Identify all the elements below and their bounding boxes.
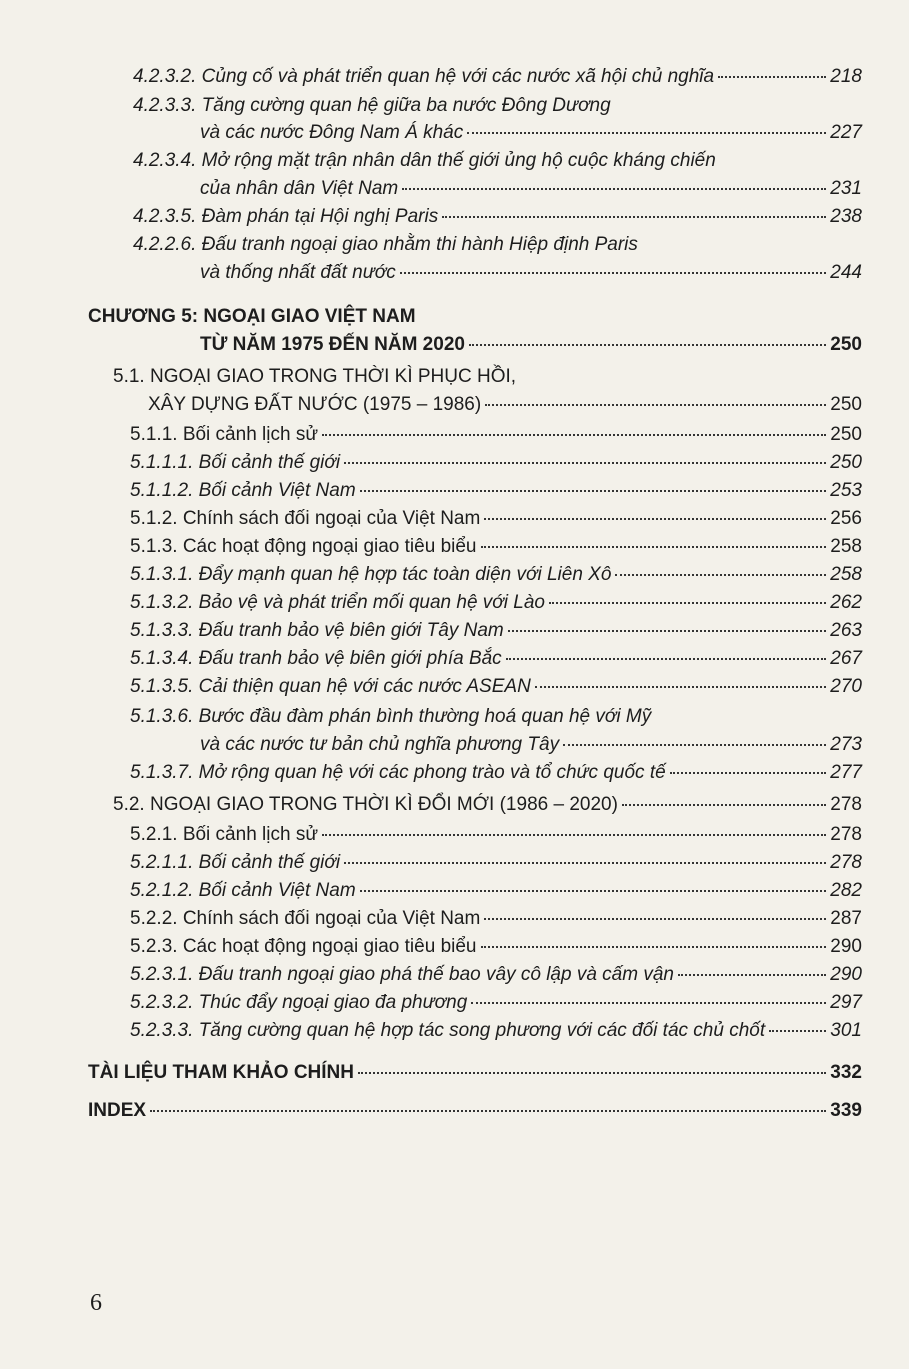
toc-entry [130,508,862,530]
toc-entry-title: 5.1.3.3. Đấu tranh bảo vệ biên giới Tây Nam [130,620,504,641]
dot-leader [508,630,827,632]
toc-entry [133,66,862,88]
toc-entry-title: 5.2.3.1. Đấu tranh ngoại giao phá thế bao vây cô lập và cấm vận [130,964,674,985]
toc-entry-line [133,234,862,256]
toc-entry-page: 250 [830,334,862,355]
toc-entry-title: của nhân dân Việt Nam [200,178,399,199]
toc-entry-page: 256 [830,508,862,529]
toc-entry [130,536,862,558]
dot-leader [484,918,826,920]
toc-entry-page: 273 [830,734,862,755]
toc-entry [130,620,862,642]
toc-entry-page: 258 [830,536,862,557]
toc-entry [130,424,862,446]
toc-entry [130,676,862,698]
toc-entry-title: 5.1.3.7. Mở rộng quan hệ với các phong trào và tổ chức quốc tế [130,762,666,783]
toc-entry-title: INDEX [88,1100,147,1121]
toc-entry [130,852,862,874]
dot-leader [481,946,827,948]
toc-entry-title: 5.1.3.2. Bảo vệ và phát triển mối quan hệ với Lào [130,592,545,613]
toc-entry-page: 332 [830,1062,862,1083]
dot-leader [485,404,826,406]
toc-entry-title: 5.1.3.1. Đẩy mạnh quan hệ hợp tác toàn diện với Liên Xô [130,564,612,585]
toc-entry-page: 301 [830,1020,862,1041]
dot-leader [506,658,827,660]
toc-entry-page: 262 [830,592,862,613]
toc-entry-title: 5.2.2. Chính sách đối ngoại của Việt Nam [130,908,481,929]
toc-entry-line [130,706,862,728]
toc-entry-title: 5.2.3. Các hoạt động ngoại giao tiêu biểu [130,936,477,957]
toc-entry [130,824,862,846]
toc-entry [200,334,862,356]
dot-leader [718,76,826,78]
dot-leader [360,490,827,492]
toc-entry-title: 5.1.1.2. Bối cảnh Việt Nam [130,480,356,501]
dot-leader [535,686,826,688]
toc-entry [130,452,862,474]
toc-entry-page: 267 [830,648,862,669]
toc-entry-title: và các nước tư bản chủ nghĩa phương Tây [200,734,560,755]
toc-entry-title: XÂY DỰNG ĐẤT NƯỚC (1975 – 1986) [148,394,482,415]
toc-entry-title: CHƯƠNG 5: NGOẠI GIAO VIỆT NAM [88,306,416,327]
toc-entry-page: 250 [830,424,862,445]
dot-leader [344,862,826,864]
toc-entry-page: 277 [830,762,862,783]
dot-leader [678,974,826,976]
toc-entry [113,794,862,816]
toc-entry [130,564,862,586]
dot-leader [360,890,827,892]
toc-entry-page: 278 [830,794,862,815]
toc-entry-title: 5.2.1.2. Bối cảnh Việt Nam [130,880,356,901]
toc-entry-line [133,95,862,117]
dot-leader [769,1030,826,1032]
toc-entry-line [88,306,862,328]
toc-entry-page: 227 [830,122,862,143]
dot-leader [563,744,826,746]
toc-entry-page: 263 [830,620,862,641]
toc-entry-title: 5.2.1. Bối cảnh lịch sử [130,824,319,845]
toc-entry-title: 5.2.3.3. Tăng cường quan hệ hợp tác song phương với các đối tác chủ chốt [130,1020,766,1041]
dot-leader [322,834,826,836]
toc-entry-title: 4.2.2.6. Đấu tranh ngoại giao nhằm thi hành Hiệp định Paris [133,234,638,255]
toc-entry [130,480,862,502]
toc-entry-title: 4.2.3.4. Mở rộng mặt trận nhân dân thế giới ủng hộ cuộc kháng chiến [133,150,716,171]
toc-entry-title: và các nước Đông Nam Á khác [200,122,464,143]
dot-leader [358,1072,826,1074]
toc-entry-line [133,150,862,172]
page-number: 6 [90,1290,102,1316]
dot-leader [484,518,826,520]
toc-entry-title: 4.2.3.5. Đàm phán tại Hội nghị Paris [133,206,439,227]
toc-entry-title: 5.2. NGOẠI GIAO TRONG THỜI KÌ ĐỔI MỚI (1986 – 2020) [113,794,618,815]
toc-entry-page: 250 [830,394,862,415]
toc-entry [200,734,862,756]
toc-entry-title: 5.1.3.5. Cải thiện quan hệ với các nước ASEAN [130,676,531,697]
toc-entry-page: 287 [830,908,862,929]
toc-entry [130,964,862,986]
toc-entry [133,206,862,228]
dot-leader [467,132,826,134]
dot-leader [670,772,827,774]
dot-leader [400,272,827,274]
dot-leader [344,462,826,464]
toc-entry [130,1020,862,1042]
toc-entry-page: 297 [830,992,862,1013]
toc-entry-title: 5.1.3.6. Bước đầu đàm phán bình thường hoá quan hệ với Mỹ [130,706,652,727]
toc-entry [130,908,862,930]
toc-entry-title: 5.1.1. Bối cảnh lịch sử [130,424,319,445]
toc-entry-title: 5.2.3.2. Thúc đẩy ngoại giao đa phương [130,992,468,1013]
toc-entry-page: 270 [830,676,862,697]
toc-entry-title: và thống nhất đất nước [200,262,396,283]
toc-entry-page: 250 [830,452,862,473]
dot-leader [622,804,826,806]
dot-leader [471,1002,826,1004]
toc-entry-title: 5.1. NGOẠI GIAO TRONG THỜI KÌ PHỤC HỒI, [113,366,517,387]
toc-entry-title: TỪ NĂM 1975 ĐẾN NĂM 2020 [200,334,465,355]
toc-entry [130,992,862,1014]
toc-entry [148,394,862,416]
toc-entry-page: 278 [830,852,862,873]
toc-entry [130,762,862,784]
toc-entry [130,648,862,670]
dot-leader [322,434,826,436]
toc-entry-page: 238 [830,206,862,227]
toc-entry-line [113,366,862,388]
toc-entry-page: 258 [830,564,862,585]
dot-leader [442,216,826,218]
dot-leader [549,602,826,604]
toc-entry [200,178,862,200]
dot-leader [402,188,826,190]
toc-entry [130,936,862,958]
toc-entry-title: 4.2.3.3. Tăng cường quan hệ giữa ba nước Đông Dương [133,95,611,116]
dot-leader [615,574,826,576]
toc-entry [88,1062,862,1084]
toc-entry-page: 218 [830,66,862,87]
toc-entry-title: 4.2.3.2. Củng cố và phát triển quan hệ với các nước xã hội chủ nghĩa [133,66,715,87]
toc-entry-title: 5.1.3. Các hoạt động ngoại giao tiêu biểu [130,536,477,557]
dot-leader [469,344,826,346]
toc-entry [88,1100,862,1122]
toc-entry-page: 253 [830,480,862,501]
toc-entry-page: 244 [830,262,862,283]
dot-leader [150,1110,826,1112]
toc-entry-page: 282 [830,880,862,901]
toc-entry [200,122,862,144]
dot-leader [481,546,827,548]
toc-entry [130,592,862,614]
toc-entry-title: 5.1.3.4. Đấu tranh bảo vệ biên giới phía Bắc [130,648,502,669]
toc-entry-page: 290 [830,936,862,957]
toc-entry [200,262,862,284]
toc-entry-title: 5.1.2. Chính sách đối ngoại của Việt Nam [130,508,481,529]
toc-entry-title: 5.1.1.1. Bối cảnh thế giới [130,452,341,473]
toc-entry-page: 339 [830,1100,862,1121]
toc-entry-page: 278 [830,824,862,845]
toc-entry-title: 5.2.1.1. Bối cảnh thế giới [130,852,341,873]
toc-entry-title: TÀI LIỆU THAM KHẢO CHÍNH [88,1062,354,1083]
toc-entry-page: 290 [830,964,862,985]
toc-entry-page: 231 [830,178,862,199]
toc-entry [130,880,862,902]
